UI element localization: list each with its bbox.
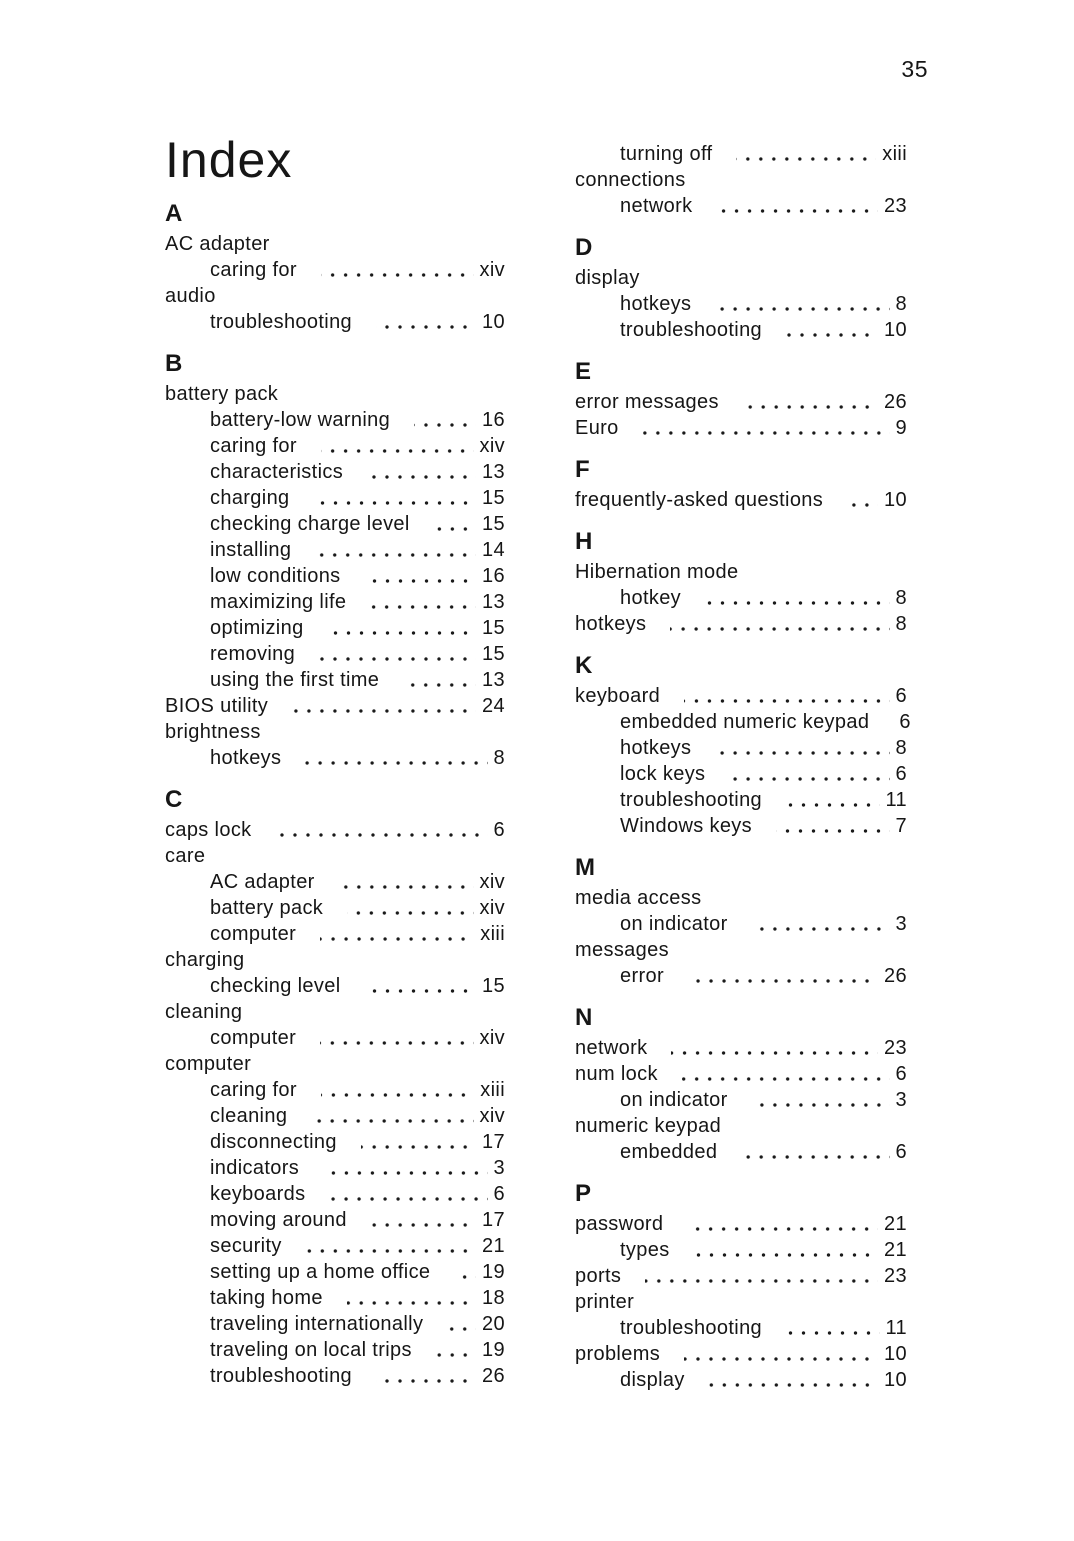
- index-entry: [165, 895, 505, 921]
- entry-term: AC adapter: [165, 233, 270, 255]
- entry-page-number: 6: [493, 819, 505, 841]
- entry-term: network: [620, 195, 693, 217]
- dot-leader: [319, 657, 476, 661]
- dot-leader: [682, 1077, 890, 1081]
- entry-term: cleaning: [210, 1105, 288, 1127]
- index-entry: [165, 693, 505, 719]
- entry-term: characteristics: [210, 461, 344, 483]
- entry-page-number: 6: [895, 1063, 907, 1085]
- section-letter: P: [575, 1180, 592, 1207]
- index-columns: [165, 132, 911, 1393]
- entry-term: cleaning: [165, 1001, 243, 1023]
- index-entry: [165, 1103, 505, 1129]
- dot-leader: [365, 579, 477, 583]
- entry-term: low conditions: [210, 565, 341, 587]
- index-entry: [165, 563, 505, 589]
- section-letter: C: [165, 786, 183, 813]
- entry-term: care: [165, 845, 206, 867]
- dot-leader: [786, 333, 878, 337]
- index-section-e: [575, 359, 907, 441]
- entry-term: error: [620, 965, 664, 987]
- entry-page-number: 20: [482, 1313, 505, 1335]
- entry-page-number: 21: [884, 1213, 907, 1235]
- index-entry: [165, 485, 505, 511]
- entry-term: Euro: [575, 417, 619, 439]
- index-entry: [575, 265, 907, 291]
- dot-leader: [315, 553, 476, 557]
- entry-term: display: [575, 267, 640, 289]
- index-entry: [575, 1263, 907, 1289]
- index-entry: [165, 381, 505, 407]
- index-entry: [575, 813, 907, 839]
- dot-leader: [365, 989, 477, 993]
- entry-page-number: 11: [885, 1317, 907, 1339]
- entry-page-number: 14: [482, 539, 505, 561]
- dot-leader: [670, 627, 889, 631]
- index-entry: [575, 389, 907, 415]
- entry-page-number: 21: [482, 1235, 505, 1257]
- entry-term: optimizing: [210, 617, 304, 639]
- entry-page-number: 24: [482, 695, 505, 717]
- dot-leader: [729, 777, 889, 781]
- index-section-a: [165, 201, 505, 335]
- section-letter: B: [165, 350, 183, 377]
- index-section-k: [575, 652, 911, 839]
- dot-leader: [370, 605, 476, 609]
- index-entry: [165, 947, 505, 973]
- entry-term: disconnecting: [210, 1131, 337, 1153]
- entry-page-number: 15: [482, 975, 505, 997]
- index-entry: [165, 1259, 505, 1285]
- entry-term: computer: [165, 1053, 252, 1075]
- dot-leader: [643, 431, 890, 435]
- entry-term: maximizing life: [210, 591, 347, 613]
- entry-term: troubleshooting: [210, 1365, 353, 1387]
- index-entry: [165, 999, 505, 1025]
- index-section-n: [575, 1005, 907, 1165]
- entry-term: using the first time: [210, 669, 380, 691]
- entry-term: taking home: [210, 1287, 323, 1309]
- dot-leader: [371, 1223, 476, 1227]
- dot-leader: [671, 1051, 878, 1055]
- entry-page-number: xiv: [479, 897, 505, 919]
- entry-page-number: 10: [884, 489, 907, 511]
- index-entry: [575, 735, 907, 761]
- entry-term: problems: [575, 1343, 661, 1365]
- entry-page-number: 8: [895, 737, 907, 759]
- index-entry: [165, 309, 505, 335]
- entry-page-number: xiv: [479, 259, 505, 281]
- entry-term: hotkeys: [620, 737, 692, 759]
- entry-term: caring for: [210, 1079, 297, 1101]
- index-section-f: [575, 457, 907, 513]
- section-letter: N: [575, 1004, 593, 1031]
- dot-leader: [314, 501, 477, 505]
- index-section-m: [575, 855, 907, 989]
- entry-page-number: 26: [482, 1365, 505, 1387]
- index-entry: [575, 487, 907, 513]
- entry-term: battery-low warning: [210, 409, 391, 431]
- dot-leader: [715, 751, 889, 755]
- dot-leader: [776, 829, 890, 833]
- entry-term: Windows keys: [620, 815, 753, 837]
- entry-page-number: 6: [895, 685, 907, 707]
- index-section-b: [165, 351, 505, 771]
- dot-leader: [361, 1145, 476, 1149]
- entry-term: battery pack: [210, 897, 324, 919]
- entry-term: password: [575, 1213, 664, 1235]
- index-entry: [575, 1113, 907, 1139]
- index-entry: [575, 1139, 907, 1165]
- index-entry: [165, 1207, 505, 1233]
- index-entry: [575, 1035, 907, 1061]
- index-entry: [575, 937, 907, 963]
- entry-term: audio: [165, 285, 216, 307]
- entry-term: printer: [575, 1291, 635, 1313]
- index-entry: [165, 537, 505, 563]
- entry-page-number: 10: [884, 1343, 907, 1365]
- entry-page-number: 6: [493, 1183, 505, 1205]
- entry-term: moving around: [210, 1209, 347, 1231]
- entry-page-number: xiii: [480, 1079, 505, 1101]
- entry-term: display: [620, 1369, 685, 1391]
- entry-term: traveling on local trips: [210, 1339, 412, 1361]
- entry-page-number: 26: [884, 391, 907, 413]
- right-column: [575, 133, 911, 1393]
- index-entry: [575, 709, 911, 735]
- index-entry: [575, 1211, 907, 1237]
- entry-term: hotkeys: [210, 747, 282, 769]
- entry-term: brightness: [165, 721, 261, 743]
- dot-leader: [688, 979, 878, 983]
- left-column-sections: [165, 201, 505, 1389]
- dot-leader: [311, 1119, 473, 1123]
- dot-leader: [709, 1383, 878, 1387]
- section-letter: E: [575, 358, 592, 385]
- dot-leader: [367, 475, 476, 479]
- dot-leader: [376, 325, 476, 329]
- dot-leader: [687, 1227, 878, 1231]
- entry-page-number: xiv: [479, 435, 505, 457]
- entry-term: computer: [210, 1027, 297, 1049]
- index-entry: [165, 511, 505, 537]
- dot-leader: [347, 911, 473, 915]
- index-entry: [575, 585, 907, 611]
- dot-leader: [414, 423, 476, 427]
- index-entry: [165, 589, 505, 615]
- page-title: Index: [165, 132, 293, 188]
- entry-term: lock keys: [620, 763, 706, 785]
- entry-page-number: 16: [482, 565, 505, 587]
- entry-page-number: 26: [884, 965, 907, 987]
- entry-term: on indicator: [620, 913, 728, 935]
- entry-term: media access: [575, 887, 702, 909]
- index-entry: [575, 559, 907, 585]
- entry-page-number: 8: [895, 293, 907, 315]
- entry-page-number: 8: [493, 747, 505, 769]
- entry-term: troubleshooting: [620, 319, 763, 341]
- index-entry: [575, 415, 907, 441]
- entry-term: keyboard: [575, 685, 661, 707]
- entry-page-number: 9: [895, 417, 907, 439]
- entry-term: types: [620, 1239, 670, 1261]
- entry-term: security: [210, 1235, 282, 1257]
- dot-leader: [339, 885, 474, 889]
- entry-page-number: 17: [482, 1131, 505, 1153]
- index-entry: [165, 745, 505, 771]
- dot-leader: [847, 503, 878, 507]
- index-entry: [165, 1363, 505, 1389]
- entry-term: network: [575, 1037, 648, 1059]
- dot-leader: [320, 937, 474, 941]
- dot-leader: [436, 1353, 476, 1357]
- dot-leader: [716, 209, 878, 213]
- entry-term: removing: [210, 643, 296, 665]
- dot-leader: [276, 833, 488, 837]
- dot-leader: [321, 449, 474, 453]
- entry-term: troubleshooting: [620, 1317, 763, 1339]
- entry-page-number: 7: [895, 815, 907, 837]
- entry-term: checking charge level: [210, 513, 410, 535]
- entry-term: hotkeys: [575, 613, 647, 635]
- entry-term: hotkey: [620, 587, 682, 609]
- entry-page-number: 13: [482, 669, 505, 691]
- entry-term: installing: [210, 539, 292, 561]
- entry-term: BIOS utility: [165, 695, 269, 717]
- entry-term: connections: [575, 169, 686, 191]
- entry-page-number: 15: [482, 487, 505, 509]
- index-entry: [165, 1337, 505, 1363]
- index-entry: [165, 433, 505, 459]
- index-entry: [165, 407, 505, 433]
- dot-leader: [347, 1301, 476, 1305]
- index-entry: [165, 1311, 505, 1337]
- index-entry: [575, 167, 907, 193]
- entry-page-number: 23: [884, 195, 907, 217]
- entry-page-number: 3: [493, 1157, 505, 1179]
- index-entry: [165, 1077, 505, 1103]
- index-entry: [165, 1129, 505, 1155]
- index-entry: [165, 283, 505, 309]
- page-number: 35: [901, 56, 928, 82]
- index-entry: [165, 719, 505, 745]
- dot-leader: [306, 1249, 476, 1253]
- entry-page-number: xiii: [882, 143, 907, 165]
- section-letter: M: [575, 854, 596, 881]
- dot-leader: [786, 1331, 880, 1335]
- index-entry: [575, 611, 907, 637]
- entry-page-number: 21: [884, 1239, 907, 1261]
- dot-leader: [736, 157, 876, 161]
- index-entry: [575, 1341, 907, 1367]
- index-entry: [165, 1025, 505, 1051]
- index-entry: [165, 817, 505, 843]
- index-section-p: [575, 1181, 907, 1393]
- entry-page-number: 3: [895, 1089, 907, 1111]
- entry-page-number: xiv: [479, 1027, 505, 1049]
- dot-leader: [752, 927, 890, 931]
- entry-page-number: 18: [482, 1287, 505, 1309]
- section-letter: H: [575, 528, 593, 555]
- index-section-h: [575, 529, 907, 637]
- entry-term: keyboards: [210, 1183, 306, 1205]
- entry-page-number: 15: [482, 617, 505, 639]
- entry-term: battery pack: [165, 383, 279, 405]
- index-entry: [165, 1285, 505, 1311]
- entry-page-number: 6: [895, 763, 907, 785]
- entry-term: frequently-asked questions: [575, 489, 824, 511]
- index-entry: [165, 641, 505, 667]
- dot-leader: [694, 1253, 878, 1257]
- dot-leader: [645, 1279, 878, 1283]
- index-entry: [575, 1237, 907, 1263]
- entry-page-number: 3: [895, 913, 907, 935]
- entry-term: error messages: [575, 391, 719, 413]
- entry-page-number: 23: [884, 1265, 907, 1287]
- index-entry: [575, 1289, 907, 1315]
- index-section-continued: [575, 141, 907, 219]
- section-letter: A: [165, 200, 183, 227]
- entry-term: caps lock: [165, 819, 252, 841]
- entry-term: computer: [210, 923, 297, 945]
- entry-term: troubleshooting: [620, 789, 763, 811]
- entry-term: ports: [575, 1265, 622, 1287]
- index-entry: [165, 1233, 505, 1259]
- entry-term: traveling internationally: [210, 1313, 424, 1335]
- entry-term: embedded: [620, 1141, 718, 1163]
- dot-leader: [320, 1041, 473, 1045]
- index-entry: [575, 317, 907, 343]
- dot-leader: [741, 1155, 889, 1159]
- index-entry: [575, 885, 907, 911]
- entry-page-number: 17: [482, 1209, 505, 1231]
- index-entry: [575, 1061, 907, 1087]
- dot-leader: [403, 683, 476, 687]
- entry-page-number: 10: [884, 1369, 907, 1391]
- entry-page-number: 13: [482, 461, 505, 483]
- index-section-d: [575, 235, 907, 343]
- dot-leader: [329, 1197, 487, 1201]
- entry-term: charging: [165, 949, 245, 971]
- entry-page-number: 13: [482, 591, 505, 613]
- entry-term: numeric keypad: [575, 1115, 722, 1137]
- entry-term: checking level: [210, 975, 341, 997]
- section-letter: D: [575, 234, 593, 261]
- index-entry: [165, 1155, 505, 1181]
- entry-page-number: 19: [482, 1261, 505, 1283]
- index-entry: [165, 921, 505, 947]
- dot-leader: [684, 1357, 878, 1361]
- index-entry: [165, 843, 505, 869]
- index-entry: [575, 1315, 907, 1341]
- dot-leader: [752, 1103, 890, 1107]
- entry-page-number: 19: [482, 1339, 505, 1361]
- entry-term: turning off: [620, 143, 713, 165]
- entry-term: Hibernation mode: [575, 561, 739, 583]
- entry-term: hotkeys: [620, 293, 692, 315]
- index-entry: [165, 1181, 505, 1207]
- index-entry: [165, 1051, 505, 1077]
- entry-page-number: xiii: [480, 923, 505, 945]
- dot-leader: [305, 761, 487, 765]
- entry-page-number: 16: [482, 409, 505, 431]
- index-entry: [165, 869, 505, 895]
- dot-leader: [684, 699, 889, 703]
- entry-page-number: 8: [895, 613, 907, 635]
- entry-page-number: 10: [482, 311, 505, 333]
- dot-leader: [786, 803, 880, 807]
- index-entry: [575, 911, 907, 937]
- dot-leader: [321, 273, 474, 277]
- dot-leader: [447, 1327, 476, 1331]
- dot-leader: [454, 1275, 476, 1279]
- dot-leader: [292, 709, 476, 713]
- dot-leader: [321, 1093, 474, 1097]
- entry-page-number: xiv: [479, 1105, 505, 1127]
- index-entry: [165, 257, 505, 283]
- index-entry: [165, 459, 505, 485]
- index-entry: [575, 1087, 907, 1113]
- right-column-sections: [575, 141, 911, 1393]
- dot-leader: [323, 1171, 487, 1175]
- index-entry: [575, 963, 907, 989]
- entry-page-number: 15: [482, 513, 505, 535]
- entry-term: caring for: [210, 435, 297, 457]
- section-letter: K: [575, 652, 593, 679]
- dot-leader: [434, 527, 476, 531]
- dot-leader: [376, 1379, 476, 1383]
- index-entry: [165, 231, 505, 257]
- entry-term: indicators: [210, 1157, 300, 1179]
- left-column: [165, 133, 505, 1389]
- entry-page-number: 10: [884, 319, 907, 341]
- entry-term: embedded numeric keypad: [620, 711, 870, 733]
- index-entry: [575, 193, 907, 219]
- entry-page-number: 6: [899, 711, 911, 733]
- entry-page-number: 15: [482, 643, 505, 665]
- index-entry: [165, 667, 505, 693]
- entry-page-number: 23: [884, 1037, 907, 1059]
- index-entry: [575, 141, 907, 167]
- index-entry: [575, 761, 907, 787]
- entry-page-number: 6: [895, 1141, 907, 1163]
- entry-term: charging: [210, 487, 290, 509]
- entry-term: troubleshooting: [210, 311, 353, 333]
- index-section-c: [165, 787, 505, 1389]
- dot-leader: [705, 601, 889, 605]
- index-entry: [575, 1367, 907, 1393]
- index-entry: [575, 683, 907, 709]
- entry-page-number: 11: [885, 789, 907, 811]
- dot-leader: [328, 631, 477, 635]
- dot-leader: [743, 405, 878, 409]
- index-entry: [575, 787, 907, 813]
- entry-page-number: 8: [895, 587, 907, 609]
- entry-term: on indicator: [620, 1089, 728, 1111]
- entry-term: AC adapter: [210, 871, 315, 893]
- entry-term: num lock: [575, 1063, 658, 1085]
- index-entry: [165, 615, 505, 641]
- entry-term: setting up a home office: [210, 1261, 431, 1283]
- entry-term: messages: [575, 939, 669, 961]
- section-letter: F: [575, 456, 591, 483]
- dot-leader: [715, 307, 889, 311]
- entry-term: caring for: [210, 259, 297, 281]
- index-entry: [165, 973, 505, 999]
- entry-page-number: xiv: [479, 871, 505, 893]
- index-entry: [575, 291, 907, 317]
